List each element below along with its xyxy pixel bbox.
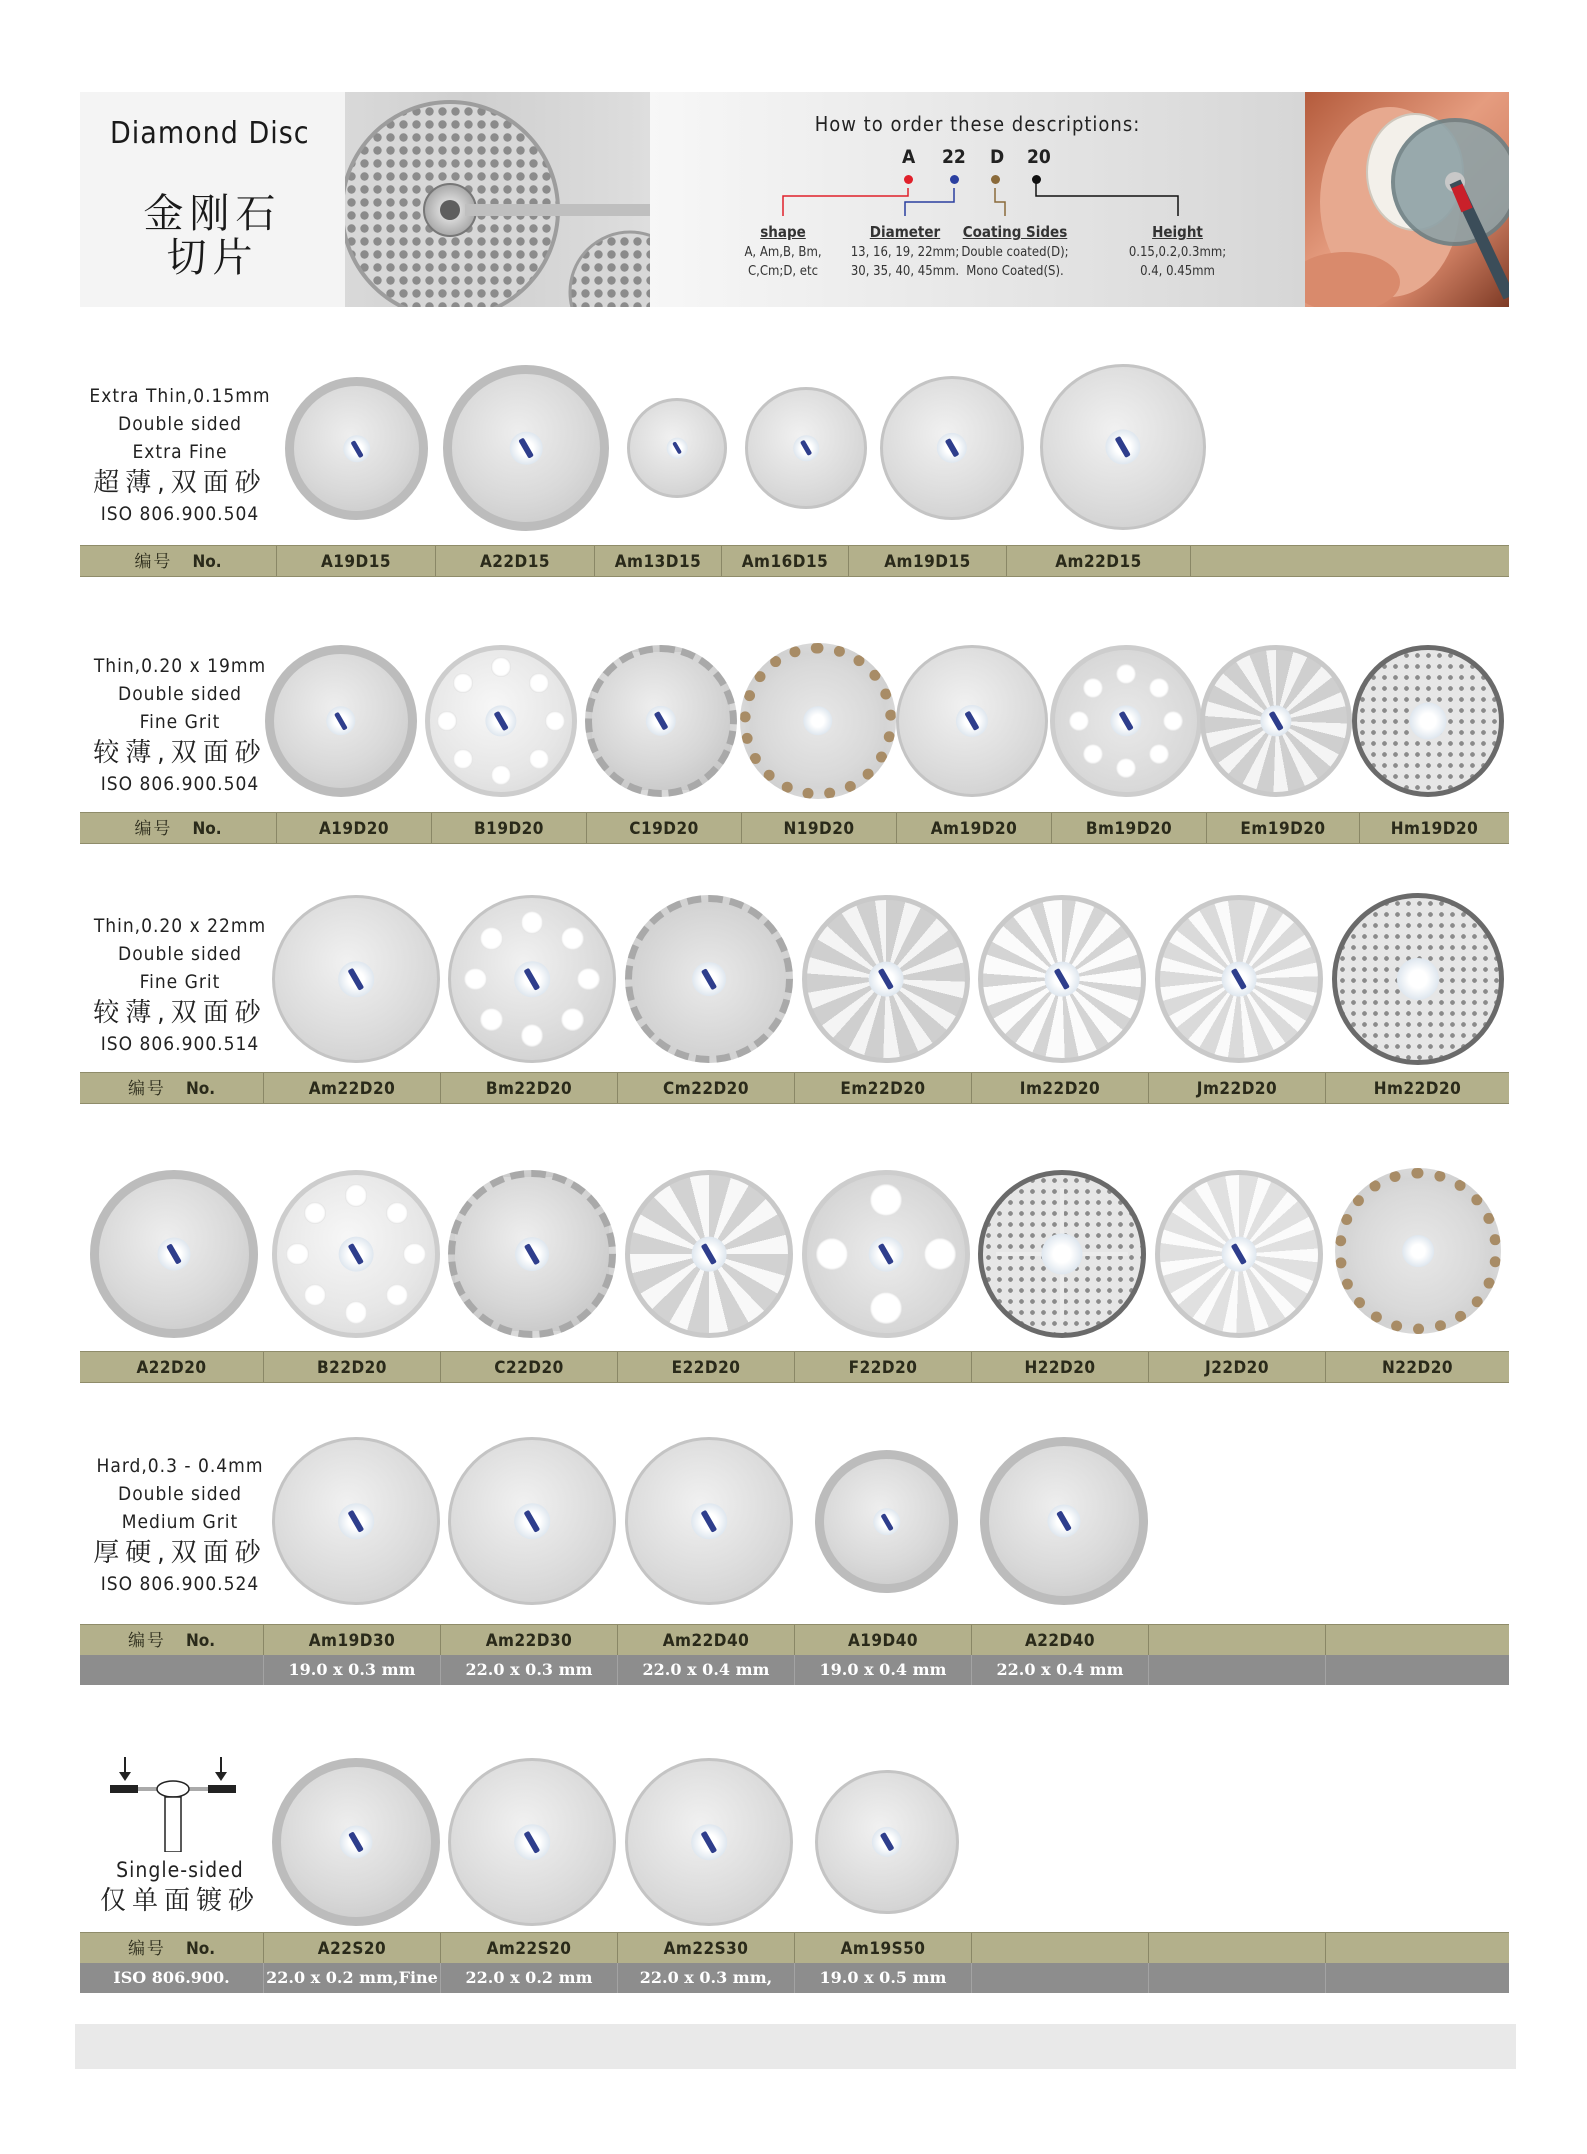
disc-Am22S20: [448, 1758, 616, 1926]
code-bar-3: [80, 1072, 1509, 1104]
no-label-cn: 编号: [127, 1079, 166, 1099]
disc-A19D15: [285, 377, 428, 520]
section-5-iso: ISO 806.900.524: [100, 1573, 260, 1595]
disc-Hm22D20: [1332, 893, 1504, 1065]
code-bar-4: [80, 1351, 1509, 1383]
size-A19D40: 19.0 x 0.4 mm: [794, 1655, 971, 1685]
disc-Am19D15: [880, 376, 1024, 520]
no-label-cn: 编号: [134, 552, 173, 572]
no-label-cn: 编号: [127, 1939, 166, 1959]
disc-C19D20: [585, 645, 737, 797]
code-bar-6-empty-2: [1148, 1933, 1325, 1963]
section-3-thickness: Thin,0.20 x 22mm: [93, 915, 267, 937]
disc-Em19D20: [1200, 645, 1352, 797]
section-2-sides: Double sided: [118, 683, 242, 705]
section-1-sides: Double sided: [118, 413, 242, 435]
order-guide: [650, 92, 1305, 307]
code-bar-6: [80, 1932, 1509, 1964]
code-C22D20: C22D20: [440, 1352, 617, 1382]
code-coating: D: [990, 146, 1005, 168]
code-bar-5-empty-1: [1148, 1625, 1325, 1655]
code-bar-6-empty-3: [1325, 1933, 1509, 1963]
size-Am19S50: 19.0 x 0.5 mm: [794, 1963, 971, 1993]
section-3-iso: ISO 806.900.514: [100, 1033, 260, 1055]
disc-A22S20: [272, 1758, 440, 1926]
section-6-label: [80, 1856, 280, 1918]
section-5-sides: Double sided: [118, 1483, 242, 1505]
size-bar-6-iso: ISO 806.900.: [113, 1968, 230, 1987]
section-3-chinese: 较薄,双面砂: [93, 998, 267, 1028]
section-1-grit: Extra Fine: [132, 441, 228, 463]
code-H22D20: H22D20: [971, 1352, 1148, 1382]
header-disc-photo: [345, 92, 650, 307]
code-Am22S20: Am22S20: [440, 1933, 617, 1963]
size-A22S20: 22.0 x 0.2 mm,Fine: [263, 1963, 440, 1993]
title-english: Diamond Disc: [110, 116, 310, 151]
disc-Bm19D20: [1050, 645, 1202, 797]
disc-B22D20: [272, 1170, 440, 1338]
code-F22D20: F22D20: [794, 1352, 971, 1382]
single-sided-diagram-svg: [105, 1752, 245, 1852]
usage-photo-illustration: [1305, 92, 1509, 307]
code-B22D20: B22D20: [263, 1352, 440, 1382]
section-6-english: Single-sided: [116, 1858, 244, 1882]
no-label-en: No.: [185, 1939, 216, 1959]
section-1-iso: ISO 806.900.504: [100, 503, 260, 525]
section-2-iso: ISO 806.900.504: [100, 773, 260, 795]
disc-Hm19D20: [1352, 645, 1504, 797]
code-height: 20: [1027, 146, 1051, 168]
size-bar-6-empty-1: [971, 1963, 1148, 1993]
legend-diameter-text: 13, 16, 19, 22mm; 30, 35, 40, 45mm.: [850, 245, 960, 279]
disc-A19D40: [815, 1450, 958, 1593]
legend-coating-text: Double coated(D); Mono Coated(S).: [961, 245, 1069, 279]
disc-A22D20: [90, 1170, 258, 1338]
code-A22S20: A22S20: [263, 1933, 440, 1963]
section-1-thickness: Extra Thin,0.15mm: [89, 385, 271, 407]
size-bar-5-lead: [80, 1655, 263, 1685]
section-5-label: [80, 1452, 280, 1598]
no-label-en: No.: [185, 1631, 216, 1651]
legend-height-text: 0.15,0.2,0.3mm; 0.4, 0.45mm: [1128, 245, 1227, 279]
disc-Am19D20: [896, 645, 1048, 797]
disc-J22D20: [1155, 1170, 1323, 1338]
code-bar-5: [80, 1624, 1509, 1656]
disc-N19D20: [740, 643, 896, 799]
disc-Am19S50: [815, 1770, 959, 1914]
section-6-chinese: 仅单面镀砂: [99, 1886, 260, 1916]
disc-Jm22D20: [1155, 895, 1323, 1063]
disc-A22D40: [980, 1437, 1148, 1605]
legend-shape-heading: shape: [760, 223, 806, 241]
code-Am13D15: Am13D15: [594, 546, 721, 576]
code-C19D20: C19D20: [586, 813, 741, 843]
size-bar-6: [80, 1963, 1509, 2017]
single-sided-diagram: [105, 1752, 245, 1852]
size-Am19D30: 19.0 x 0.3 mm: [263, 1655, 440, 1685]
footer-band: [75, 2024, 1516, 2069]
code-Hm22D20: Hm22D20: [1325, 1073, 1509, 1103]
code-A19D15: A19D15: [276, 546, 435, 576]
title-chinese-line-1: 金刚石: [143, 191, 282, 237]
code-A19D20: A19D20: [276, 813, 431, 843]
code-Am22D20: Am22D20: [263, 1073, 440, 1103]
code-Am16D15: Am16D15: [721, 546, 848, 576]
disc-Im22D20: [978, 895, 1146, 1063]
disc-Cm22D20: [625, 895, 793, 1063]
disc-C22D20: [448, 1170, 616, 1338]
section-5-chinese: 厚硬,双面砂: [93, 1538, 267, 1568]
section-1-chinese: 超薄,双面砂: [93, 468, 267, 498]
section-2-label: [80, 652, 280, 798]
size-bar-5-empty-2: [1325, 1655, 1509, 1685]
section-3-sides: Double sided: [118, 943, 242, 965]
section-2-thickness: Thin,0.20 x 19mm: [93, 655, 267, 677]
disc-H22D20: [978, 1170, 1146, 1338]
disc-Am13D15: [627, 398, 727, 498]
no-label-en: No.: [192, 552, 222, 572]
code-Im22D20: Im22D20: [971, 1073, 1148, 1103]
title-block: [80, 92, 345, 307]
code-Am19D15: Am19D15: [848, 546, 1006, 576]
code-J22D20: J22D20: [1148, 1352, 1325, 1382]
code-Am22D30: Am22D30: [440, 1625, 617, 1655]
code-B19D20: B19D20: [431, 813, 586, 843]
section-5-thickness: Hard,0.3 - 0.4mm: [96, 1455, 264, 1477]
code-N22D20: N22D20: [1325, 1352, 1509, 1382]
disc-Bm22D20: [448, 895, 616, 1063]
code-A22D20: A22D20: [136, 1358, 207, 1378]
section-3-grit: Fine Grit: [139, 971, 221, 993]
no-label-en: No.: [192, 819, 222, 839]
disc-N22D20: [1335, 1168, 1501, 1334]
section-2-chinese: 较薄,双面砂: [93, 738, 267, 768]
code-Bm22D20: Bm22D20: [440, 1073, 617, 1103]
disc-A19D20: [265, 645, 417, 797]
code-Em19D20: Em19D20: [1206, 813, 1359, 843]
code-Hm19D20: Hm19D20: [1359, 813, 1509, 843]
code-bar-2: [80, 812, 1509, 844]
code-shape: A: [902, 146, 916, 168]
section-3-label: [80, 912, 280, 1058]
code-bar-6-label: [80, 1933, 263, 1963]
legend-height-heading: Height: [1152, 223, 1203, 241]
code-bar-5-empty-2: [1325, 1625, 1509, 1655]
size-Am22S30: 22.0 x 0.3 mm, Medium: [617, 1963, 794, 1993]
code-bar-6-empty-1: [971, 1933, 1148, 1963]
no-label-cn: 编号: [127, 1631, 166, 1651]
catalog-header: [80, 92, 1509, 307]
legend-coating-heading: Coating Sides: [962, 223, 1068, 241]
size-bar-6-empty-2: [1148, 1963, 1325, 1993]
legend-shape-text: A, Am,B, Bm, C,Cm;D, etc: [744, 245, 822, 279]
disc-Am22D30: [448, 1437, 616, 1605]
legend-diameter-heading: Diameter: [869, 223, 941, 241]
code-A22D40: A22D40: [971, 1625, 1148, 1655]
code-Am19D30: Am19D30: [263, 1625, 440, 1655]
size-A22D40: 22.0 x 0.4 mm: [971, 1655, 1148, 1685]
section-1-label: [80, 382, 280, 528]
disc-Am22S30: [625, 1758, 793, 1926]
title-chinese-line-2: 切片: [166, 235, 259, 281]
code-Em22D20: Em22D20: [794, 1073, 971, 1103]
size-bar-5-empty-1: [1148, 1655, 1325, 1685]
no-label-en: No.: [185, 1079, 216, 1099]
code-diameter: 22: [942, 146, 966, 168]
disc-Am16D15: [745, 387, 867, 509]
code-Jm22D20: Jm22D20: [1148, 1073, 1325, 1103]
disc-F22D20: [802, 1170, 970, 1338]
code-bar-1: [80, 545, 1509, 577]
size-Am22D30: 22.0 x 0.3 mm: [440, 1655, 617, 1685]
code-bar-1-empty: [1190, 546, 1509, 576]
code-Cm22D20: Cm22D20: [617, 1073, 794, 1103]
code-E22D20: E22D20: [617, 1352, 794, 1382]
code-bar-5-label: [80, 1625, 263, 1655]
disc-Am19D30: [272, 1437, 440, 1605]
title-chinese: [80, 192, 345, 280]
size-Am22S20: 22.0 x 0.2 mm: [440, 1963, 617, 1993]
mesh-disc-illustration: [345, 92, 650, 307]
code-A22D15: A22D15: [435, 546, 594, 576]
disc-Em22D20: [802, 895, 970, 1063]
code-bar-3-label: [80, 1073, 263, 1103]
code-Am22S30: Am22S30: [617, 1933, 794, 1963]
disc-E22D20: [625, 1170, 793, 1338]
section-5-grit: Medium Grit: [121, 1511, 239, 1533]
disc-Am22D15: [1040, 364, 1206, 530]
disc-Am22D40: [625, 1437, 793, 1605]
code-bar-1-label: [80, 546, 276, 576]
usage-photo: [1305, 92, 1509, 307]
size-bar-6-empty-3: [1325, 1963, 1509, 1993]
code-bar-2-label: [80, 813, 276, 843]
no-label-cn: 编号: [134, 819, 173, 839]
size-Am22D40: 22.0 x 0.4 mm: [617, 1655, 794, 1685]
code-Am19D20: Am19D20: [896, 813, 1051, 843]
size-bar-5: [80, 1655, 1509, 1685]
code-N19D20: N19D20: [741, 813, 896, 843]
order-guide-title: How to order these descriptions:: [814, 112, 1141, 136]
disc-B19D20: [425, 645, 577, 797]
disc-Am22D20: [272, 895, 440, 1063]
code-Bm19D20: Bm19D20: [1051, 813, 1206, 843]
code-Am19S50: Am19S50: [794, 1933, 971, 1963]
code-A19D40: A19D40: [794, 1625, 971, 1655]
disc-A22D15: [443, 365, 609, 531]
section-2-grit: Fine Grit: [139, 711, 221, 733]
code-Am22D40: Am22D40: [617, 1625, 794, 1655]
code-Am22D15: Am22D15: [1006, 546, 1190, 576]
